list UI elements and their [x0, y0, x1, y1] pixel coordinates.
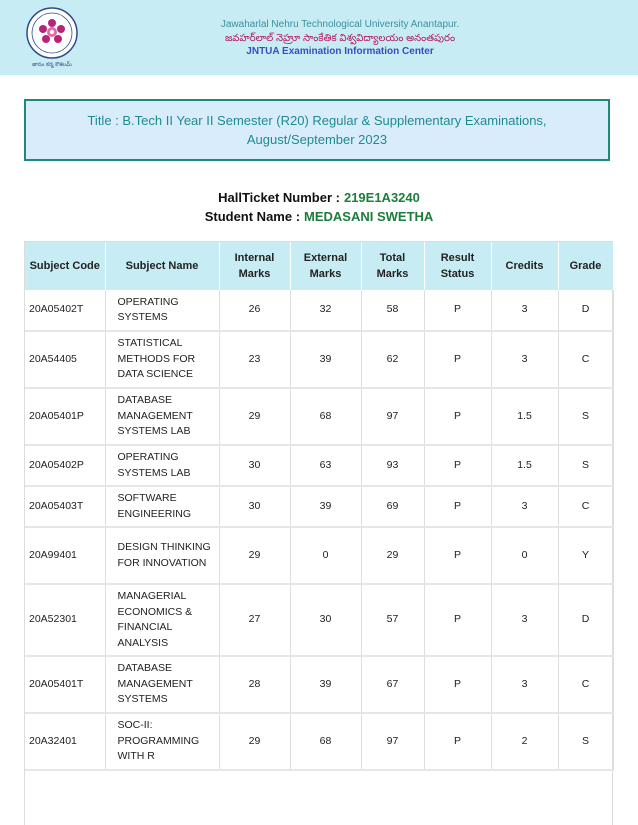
- cell-grade: S: [558, 713, 613, 770]
- cell-code: 20A05401T: [25, 656, 105, 713]
- cell-name: DATABASE MANAGEMENT SYSTEMS: [105, 656, 219, 713]
- cell-credits: 1.5: [491, 445, 558, 486]
- cell-grade: S: [558, 388, 613, 445]
- cell-code: 20A99401: [25, 527, 105, 584]
- cell-code: 20A05403T: [25, 486, 105, 527]
- cell-grade: S: [558, 445, 613, 486]
- cell-name: DATABASE MANAGEMENT SYSTEMS LAB: [105, 388, 219, 445]
- cell-external: 68: [290, 388, 361, 445]
- cell-code: 20A54405: [25, 331, 105, 388]
- cell-total: 93: [361, 445, 424, 486]
- cell-credits: 3: [491, 486, 558, 527]
- exam-title: Title : B.Tech II Year II Semester (R20) Regular & Supplementary Examinations, August/September 2023: [87, 113, 547, 147]
- table-row: [25, 445, 613, 486]
- university-name-telugu: జవహర్‌లాల్ నెహ్రూ సాంకేతిక విశ్వవిద్యాలయం అనంతపురం: [224, 33, 456, 44]
- cell-credits: 0: [491, 527, 558, 584]
- hallticket-label: HallTicket Number :: [218, 190, 340, 205]
- cell-status: P: [424, 527, 491, 584]
- table-row: [25, 486, 613, 527]
- table-row: [25, 388, 613, 445]
- cell-external: 63: [290, 445, 361, 486]
- table-row: [25, 331, 613, 388]
- cell-name: STATISTICAL METHODS FOR DATA SCIENCE: [105, 331, 219, 388]
- cell-total: 58: [361, 290, 424, 331]
- cell-status: P: [424, 445, 491, 486]
- cell-code: 20A32401: [25, 713, 105, 770]
- university-name-english: Jawaharlal Nehru Technological University Anantapur.: [220, 19, 460, 30]
- cell-total: 57: [361, 584, 424, 656]
- cell-name: OPERATING SYSTEMS LAB: [105, 445, 219, 486]
- cell-credits: 3: [491, 331, 558, 388]
- cell-code: 20A52301: [25, 584, 105, 656]
- cell-credits: 3: [491, 584, 558, 656]
- logo-motto: ఙానం కర్మ కౌశలమ్: [32, 62, 72, 68]
- cell-code: 20A05401P: [25, 388, 105, 445]
- header-internal-marks: Internal Marks: [219, 242, 290, 290]
- table-row: [25, 584, 613, 656]
- exam-title-box: [24, 99, 610, 161]
- cell-name: DESIGN THINKING FOR INNOVATION: [105, 527, 219, 584]
- cell-total: 97: [361, 388, 424, 445]
- info-center-title: JNTUA Examination Information Center: [246, 46, 434, 57]
- cell-external: 30: [290, 584, 361, 656]
- student-name-label: Student Name :: [204, 209, 301, 224]
- cell-grade: C: [558, 656, 613, 713]
- cell-code: 20A05402T: [25, 290, 105, 331]
- cell-status: P: [424, 290, 491, 331]
- cell-internal: 29: [219, 527, 290, 584]
- cell-credits: 3: [491, 290, 558, 331]
- cell-status: P: [424, 713, 491, 770]
- cell-name: SOFTWARE ENGINEERING: [105, 486, 219, 527]
- cell-code: 20A05402P: [25, 445, 105, 486]
- table-row: [25, 527, 613, 584]
- header-total-marks: Total Marks: [361, 242, 424, 290]
- cell-external: 39: [290, 331, 361, 388]
- cell-internal: 30: [219, 486, 290, 527]
- cell-total: 97: [361, 713, 424, 770]
- cell-credits: 1.5: [491, 388, 558, 445]
- results-table: [25, 242, 614, 771]
- cell-status: P: [424, 656, 491, 713]
- cell-internal: 26: [219, 290, 290, 331]
- cell-name: MANAGERIAL ECONOMICS & FINANCIAL ANALYSIS: [105, 584, 219, 656]
- cell-grade: D: [558, 290, 613, 331]
- cell-internal: 29: [219, 388, 290, 445]
- cell-internal: 27: [219, 584, 290, 656]
- table-row: [25, 713, 613, 770]
- student-name-value: MEDASANI SWETHA: [304, 209, 434, 224]
- cell-total: 69: [361, 486, 424, 527]
- cell-external: 39: [290, 656, 361, 713]
- cell-name: SOC-II: PROGRAMMING WITH R: [105, 713, 219, 770]
- cell-internal: 28: [219, 656, 290, 713]
- cell-credits: 3: [491, 656, 558, 713]
- cell-external: 32: [290, 290, 361, 331]
- cell-status: P: [424, 486, 491, 527]
- cell-total: 29: [361, 527, 424, 584]
- cell-external: 0: [290, 527, 361, 584]
- cell-status: P: [424, 388, 491, 445]
- header-external-marks: External Marks: [290, 242, 361, 290]
- cell-external: 68: [290, 713, 361, 770]
- university-logo: [24, 6, 80, 68]
- hallticket-value: 219E1A3240: [343, 190, 420, 205]
- cell-grade: C: [558, 331, 613, 388]
- cell-grade: C: [558, 486, 613, 527]
- cell-internal: 23: [219, 331, 290, 388]
- cell-grade: Y: [558, 527, 613, 584]
- table-header-row: [25, 242, 613, 290]
- cell-status: P: [424, 584, 491, 656]
- header-subject-name: Subject Name: [105, 242, 219, 290]
- cell-external: 39: [290, 486, 361, 527]
- university-heading: [200, 18, 480, 58]
- student-name-line: [0, 209, 638, 224]
- page-header: [0, 0, 638, 75]
- table-row: [25, 656, 613, 713]
- results-table-container: [24, 241, 613, 825]
- cell-grade: D: [558, 584, 613, 656]
- cell-total: 67: [361, 656, 424, 713]
- cell-name: OPERATING SYSTEMS: [105, 290, 219, 331]
- hallticket-line: [0, 190, 638, 205]
- cell-credits: 2: [491, 713, 558, 770]
- cell-total: 62: [361, 331, 424, 388]
- cell-internal: 29: [219, 713, 290, 770]
- header-grade: Grade: [558, 242, 613, 290]
- table-row: [25, 290, 613, 331]
- header-result-status: Result Status: [424, 242, 491, 290]
- cell-internal: 30: [219, 445, 290, 486]
- header-subject-code: Subject Code: [25, 242, 105, 290]
- cell-status: P: [424, 331, 491, 388]
- header-credits: Credits: [491, 242, 558, 290]
